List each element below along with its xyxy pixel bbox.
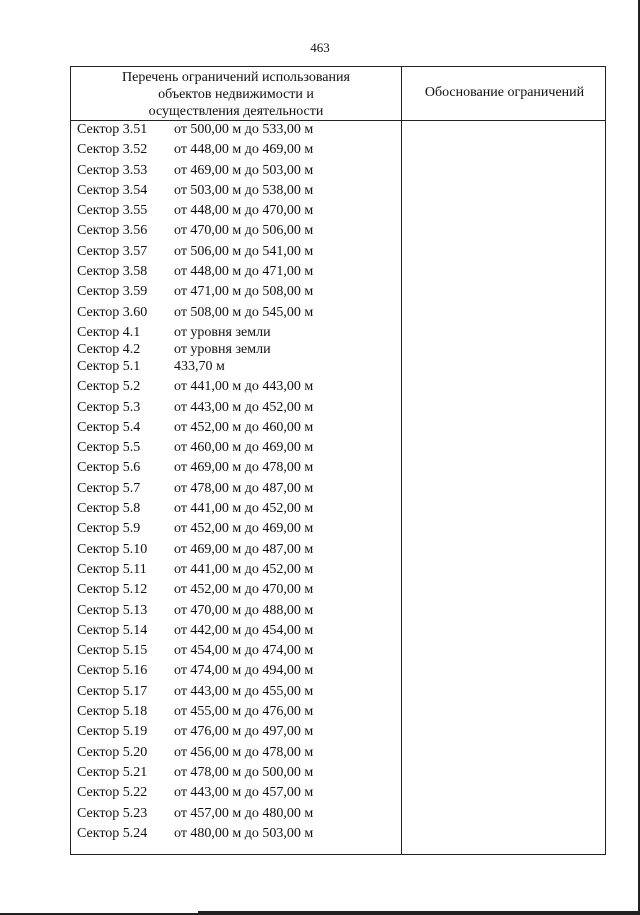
sector-label: Сектор 5.2 xyxy=(77,379,141,395)
table-row xyxy=(71,744,401,764)
header-justification: Обоснование ограничений xyxy=(424,85,585,100)
sector-label: Сектор 5.10 xyxy=(77,541,148,557)
table-row xyxy=(71,324,401,341)
sector-label: Сектор 3.57 xyxy=(77,243,148,259)
height-limit: от 448,00 м до 470,00 м xyxy=(174,203,314,219)
sector-label: Сектор 5.18 xyxy=(77,704,148,720)
table-row xyxy=(71,341,401,358)
sector-label: Сектор 5.4 xyxy=(77,419,141,435)
sector-label: Сектор 5.20 xyxy=(77,744,148,760)
table-row xyxy=(71,662,401,682)
table-row xyxy=(71,805,401,825)
sector-label: Сектор 5.6 xyxy=(77,460,141,476)
height-limit: от 441,00 м до 452,00 м xyxy=(174,501,314,517)
sector-label: Сектор 3.58 xyxy=(77,264,148,280)
sector-label: Сектор 5.14 xyxy=(77,622,148,638)
table-row xyxy=(71,602,401,622)
page-number: 463 xyxy=(310,40,330,55)
height-limit: от 470,00 м до 488,00 м xyxy=(174,602,314,618)
height-limit: от 441,00 м до 452,00 м xyxy=(174,561,314,577)
height-limit: от 471,00 м до 508,00 м xyxy=(174,284,314,300)
table-row xyxy=(71,358,401,378)
height-limit: от 469,00 м до 478,00 м xyxy=(174,460,314,476)
table-row xyxy=(71,141,401,161)
sector-label: Сектор 5.16 xyxy=(77,663,148,679)
height-limit: от 456,00 м до 478,00 м xyxy=(174,744,314,760)
header-line: осуществления деятельности xyxy=(148,104,324,119)
sector-label: Сектор 5.9 xyxy=(77,521,141,537)
height-limit: от 441,00 м до 443,00 м xyxy=(174,379,314,395)
table-row xyxy=(71,642,401,662)
height-limit: от 442,00 м до 454,00 м xyxy=(174,622,314,638)
height-limit: от 470,00 м до 506,00 м xyxy=(174,223,314,239)
table-row xyxy=(71,399,401,419)
table-row xyxy=(71,825,401,845)
height-limit: 433,70 м xyxy=(174,358,225,374)
table-row xyxy=(71,784,401,804)
table-row xyxy=(71,581,401,601)
height-limit: от 476,00 м до 497,00 м xyxy=(174,724,314,740)
height-limit: от 508,00 м до 545,00 м xyxy=(174,304,314,320)
height-limit: от 443,00 м до 457,00 м xyxy=(174,785,314,801)
sector-label: Сектор 3.56 xyxy=(77,223,148,239)
table-row xyxy=(71,561,401,581)
height-limit: от 448,00 м до 469,00 м xyxy=(174,142,314,158)
height-limit: от 474,00 м до 494,00 м xyxy=(174,663,314,679)
table-row xyxy=(71,419,401,439)
table-row xyxy=(71,703,401,723)
table-header-row xyxy=(71,67,605,121)
sector-label: Сектор 5.1 xyxy=(77,358,141,374)
height-limit: от 480,00 м до 503,00 м xyxy=(174,825,314,841)
sector-label: Сектор 4.1 xyxy=(77,324,141,340)
sector-label: Сектор 5.17 xyxy=(77,683,148,699)
table-body xyxy=(71,121,401,845)
height-limit: от 469,00 м до 503,00 м xyxy=(174,162,314,178)
height-limit: от 469,00 м до 487,00 м xyxy=(174,541,314,557)
table-row xyxy=(71,622,401,642)
height-limit: от 460,00 м до 469,00 м xyxy=(174,440,314,456)
restrictions-table xyxy=(70,66,606,855)
height-limit: от 443,00 м до 452,00 м xyxy=(174,399,314,415)
sector-label: Сектор 5.3 xyxy=(77,399,141,415)
table-row xyxy=(71,202,401,222)
height-limit: от 455,00 м до 476,00 м xyxy=(174,704,314,720)
sector-label: Сектор 5.22 xyxy=(77,785,148,801)
header-line: Перечень ограничений использования xyxy=(122,70,350,85)
sector-label: Сектор 3.55 xyxy=(77,203,148,219)
table-row xyxy=(71,541,401,561)
sector-label: Сектор 5.8 xyxy=(77,501,141,517)
table-row xyxy=(71,182,401,202)
sector-label: Сектор 3.53 xyxy=(77,162,148,178)
table-row xyxy=(71,520,401,540)
height-limit: от уровня земли xyxy=(174,341,271,357)
sector-label: Сектор 5.19 xyxy=(77,724,148,740)
header-line: объектов недвижимости и xyxy=(158,87,314,102)
table-row xyxy=(71,378,401,398)
table-row xyxy=(71,764,401,784)
table-row xyxy=(71,439,401,459)
sector-label: Сектор 5.12 xyxy=(77,582,148,598)
sector-label: Сектор 5.15 xyxy=(77,643,148,659)
sector-label: Сектор 5.5 xyxy=(77,440,141,456)
bottom-rule xyxy=(198,911,640,913)
height-limit: от 478,00 м до 487,00 м xyxy=(174,480,314,496)
height-limit: от 503,00 м до 538,00 м xyxy=(174,182,314,198)
height-limit: от 506,00 м до 541,00 м xyxy=(174,243,314,259)
table-row xyxy=(71,723,401,743)
table-row xyxy=(71,263,401,283)
sector-label: Сектор 3.54 xyxy=(77,182,148,198)
table-row xyxy=(71,243,401,263)
sector-label: Сектор 3.59 xyxy=(77,284,148,300)
table-row xyxy=(71,162,401,182)
height-limit: от 452,00 м до 460,00 м xyxy=(174,419,314,435)
sector-label: Сектор 3.60 xyxy=(77,304,148,320)
height-limit: от 443,00 м до 455,00 м xyxy=(174,683,314,699)
table-row xyxy=(71,480,401,500)
column-divider xyxy=(401,67,402,854)
height-limit: от 478,00 м до 500,00 м xyxy=(174,764,314,780)
height-limit: от уровня земли xyxy=(174,324,271,340)
table-row xyxy=(71,304,401,324)
height-limit: от 452,00 м до 470,00 м xyxy=(174,582,314,598)
sector-label: Сектор 5.21 xyxy=(77,764,148,780)
sector-label: Сектор 3.51 xyxy=(77,122,148,137)
table-row xyxy=(71,500,401,520)
table-row xyxy=(71,283,401,303)
sector-label: Сектор 4.2 xyxy=(77,341,141,357)
height-limit: от 452,00 м до 469,00 м xyxy=(174,521,314,537)
table-row xyxy=(71,683,401,703)
height-limit: от 500,00 м до 533,00 м xyxy=(174,122,314,137)
height-limit: от 457,00 м до 480,00 м xyxy=(174,805,314,821)
sector-label: Сектор 5.24 xyxy=(77,825,148,841)
sector-label: Сектор 5.13 xyxy=(77,602,148,618)
sector-label: Сектор 5.7 xyxy=(77,480,141,496)
table-row xyxy=(71,121,401,141)
table-row xyxy=(71,459,401,479)
height-limit: от 448,00 м до 471,00 м xyxy=(174,264,314,280)
header-restrictions-list xyxy=(71,69,401,120)
sector-label: Сектор 3.52 xyxy=(77,142,148,158)
table-row xyxy=(71,222,401,242)
height-limit: от 454,00 м до 474,00 м xyxy=(174,643,314,659)
sector-label: Сектор 5.23 xyxy=(77,805,148,821)
sector-label: Сектор 5.11 xyxy=(77,561,147,577)
